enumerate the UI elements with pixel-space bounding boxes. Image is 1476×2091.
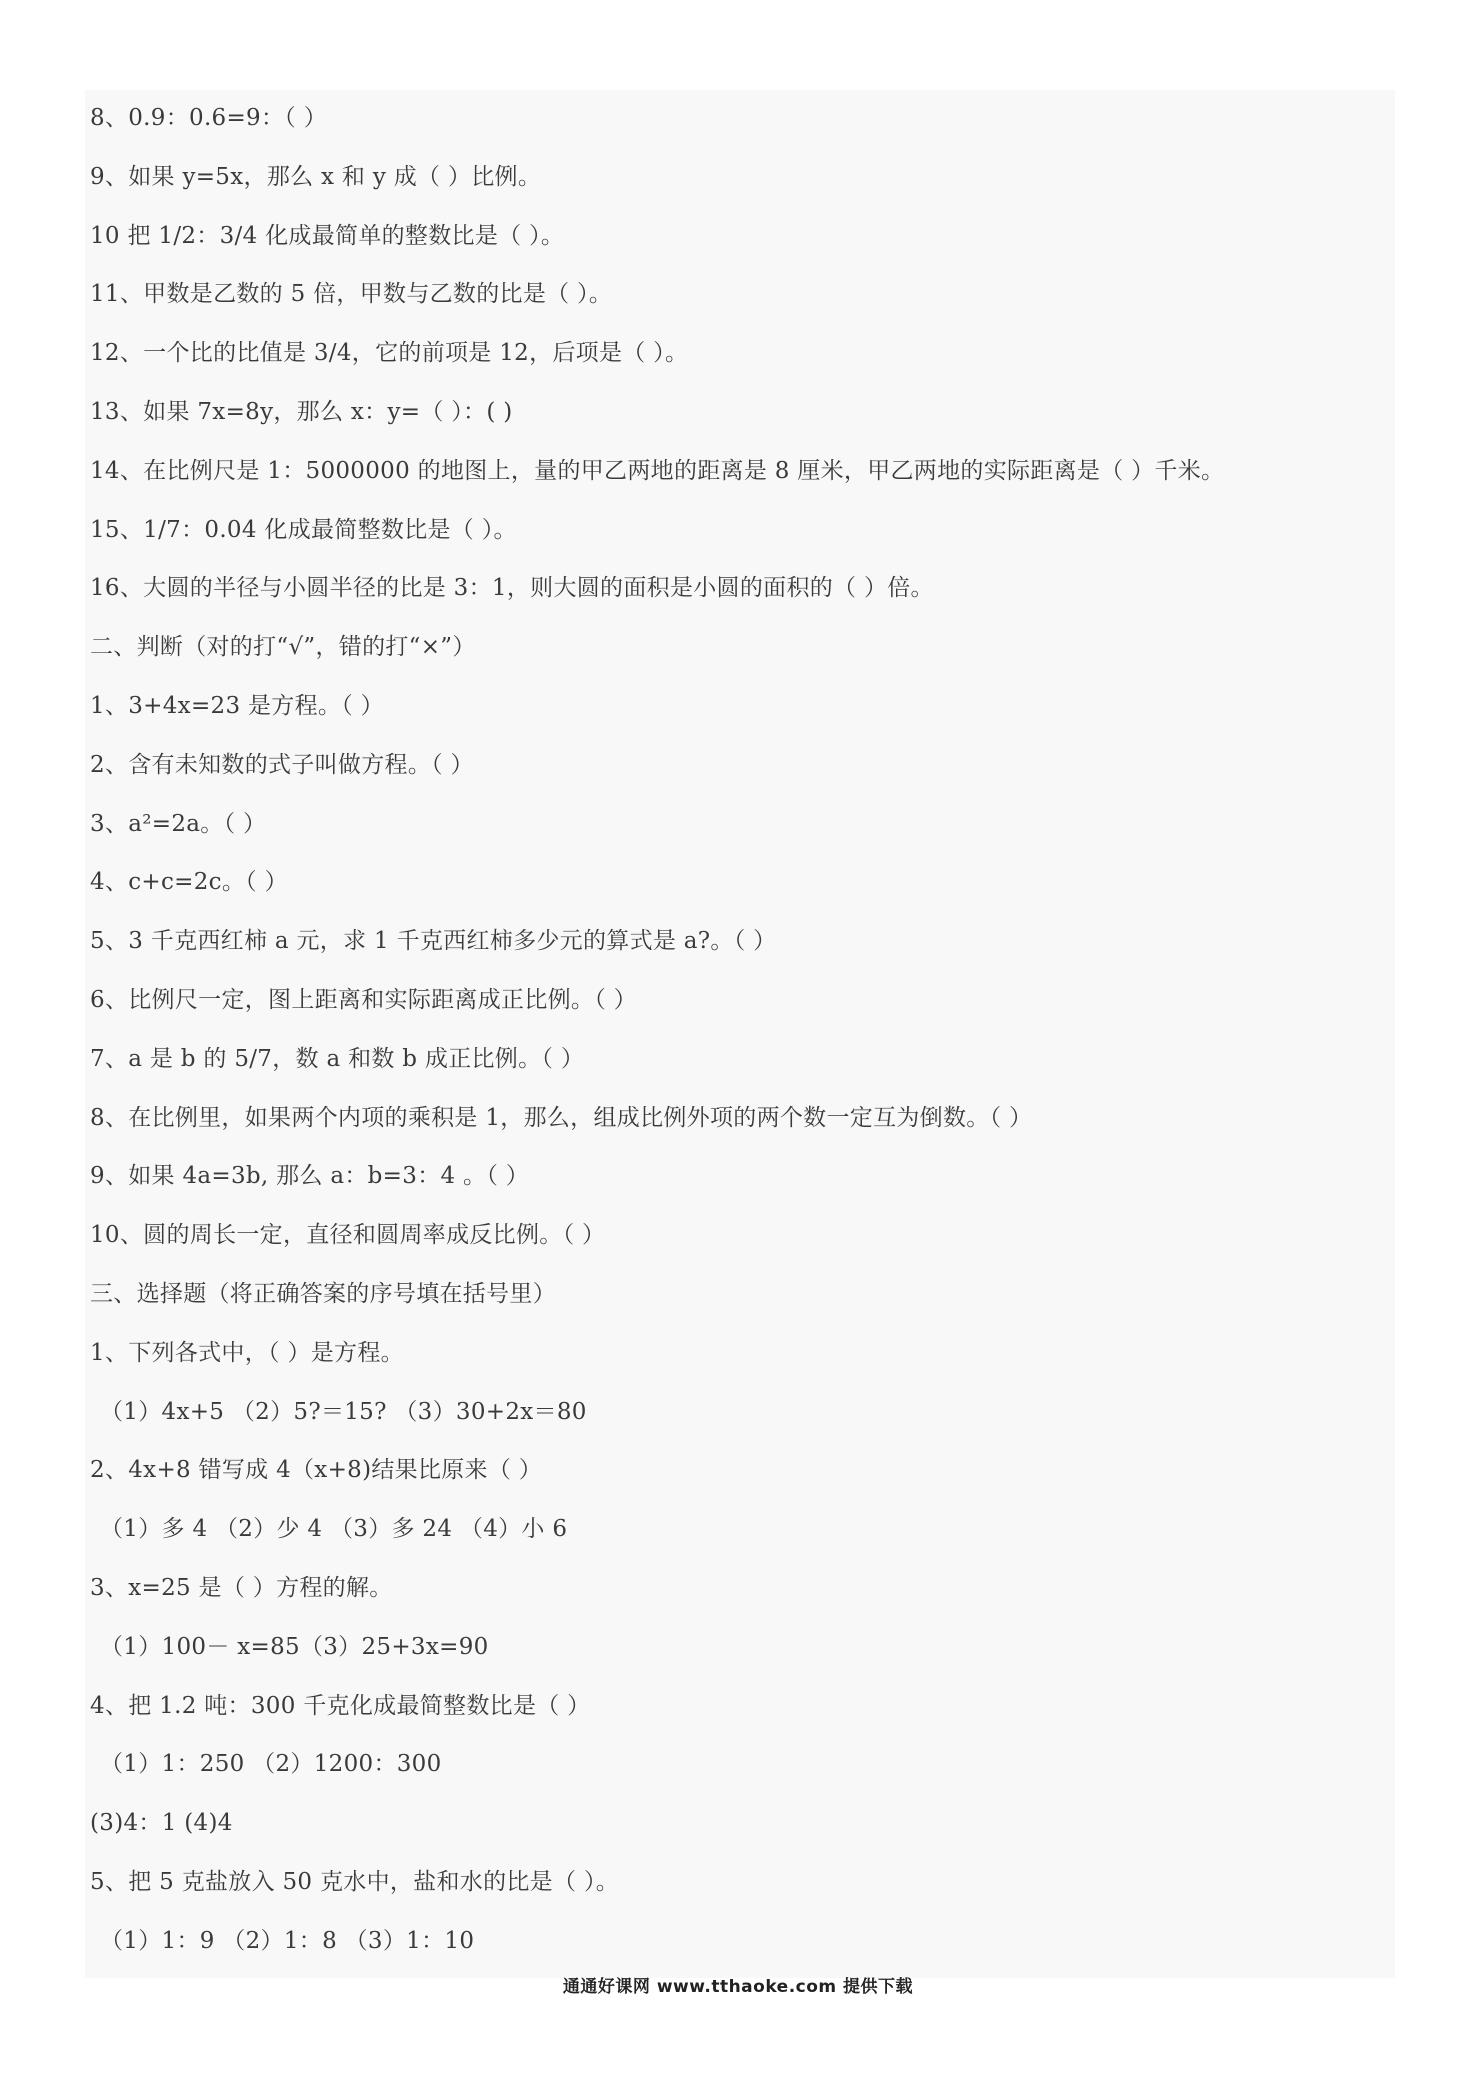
question-line: 9、如果 y=5x，那么 x 和 y 成（ ）比例。 <box>90 163 542 190</box>
question-line: 9、如果 4a=3b, 那么 a：b=3：4 。（ ） <box>90 1163 530 1190</box>
question-line: 11、甲数是乙数的 5 倍，甲数与乙数的比是（ ）。 <box>90 281 613 308</box>
section-heading: 二、判断（对的打“√”，错的打“×”） <box>90 634 476 661</box>
answer-options: （1）多 4 （2）少 4 （3）多 24 （4）小 6 <box>100 1516 568 1543</box>
question-line: 3、a²=2a。（ ） <box>90 810 267 837</box>
question-line: 6、比例尺一定，图上距离和实际距离成正比例。（ ） <box>90 986 637 1013</box>
question-line: 8、0.9：0.6=9：（ ） <box>90 105 328 131</box>
question-line: 13、如果 7x=8y，那么 x：y=（ ）：( ) <box>90 398 513 425</box>
question-line: 5、把 5 克盐放入 50 克水中，盐和水的比是（ ）。 <box>90 1868 619 1895</box>
question-list <box>90 96 1410 1978</box>
question-line: 4、c+c=2c。（ ） <box>90 869 288 896</box>
page-footer: 通通好课网 www.tthaoke.com 提供下载 <box>562 1977 914 1997</box>
answer-options: （1）4x+5 （2）5?＝15? （3）30+2x＝80 <box>100 1398 587 1425</box>
answer-options: （1）100－ x=85（3）25+3x=90 <box>100 1633 489 1660</box>
question-line: 2、4x+8 错写成 4（x+8)结果比原来（ ） <box>90 1457 543 1484</box>
question-line: 15、1/7：0.04 化成最简整数比是（ ）。 <box>90 516 517 543</box>
answer-options: （1）1：9 （2）1：8 （3）1：10 <box>100 1927 475 1954</box>
section-heading: 三、选择题（将正确答案的序号填在括号里） <box>90 1280 556 1307</box>
question-line: 2、含有未知数的式子叫做方程。（ ） <box>90 751 474 778</box>
question-line: 3、x=25 是（ ）方程的解。 <box>90 1574 393 1601</box>
question-line: 7、a 是 b 的 5/7，数 a 和数 b 成正比例。（ ） <box>90 1045 585 1072</box>
question-line: 4、把 1.2 吨：300 千克化成最简整数比是（ ） <box>90 1692 591 1719</box>
question-line: 16、大圆的半径与小圆半径的比是 3：1，则大圆的面积是小圆的面积的（ ）倍。 <box>90 575 934 602</box>
question-line: 8、在比例里，如果两个内项的乘积是 1，那么，组成比例外项的两个数一定互为倒数。（ ） <box>90 1104 1033 1131</box>
answer-options: (3)4：1 (4)4 <box>90 1810 233 1837</box>
question-line: 14、在比例尺是 1：5000000 的地图上，量的甲乙两地的距离是 8 厘米，甲乙两地的实际距离是（ ）千米。 <box>90 457 1225 484</box>
question-line: 10 把 1/2：3/4 化成最简单的整数比是（ ）。 <box>90 222 565 249</box>
answer-options: （1）1：250 （2）1200：300 <box>100 1751 442 1778</box>
question-line: 12、一个比的比值是 3/4，它的前项是 12，后项是（ ）。 <box>90 340 689 367</box>
question-line: 5、3 千克西红柿 a 元，求 1 千克西红柿多少元的算式是 a?。（ ） <box>90 928 777 955</box>
question-line: 1、3+4x=23 是方程。（ ） <box>90 692 384 719</box>
question-line: 1、下列各式中，（ ）是方程。 <box>90 1339 404 1366</box>
question-line: 10、圆的周长一定，直径和圆周率成反比例。（ ） <box>90 1222 606 1249</box>
